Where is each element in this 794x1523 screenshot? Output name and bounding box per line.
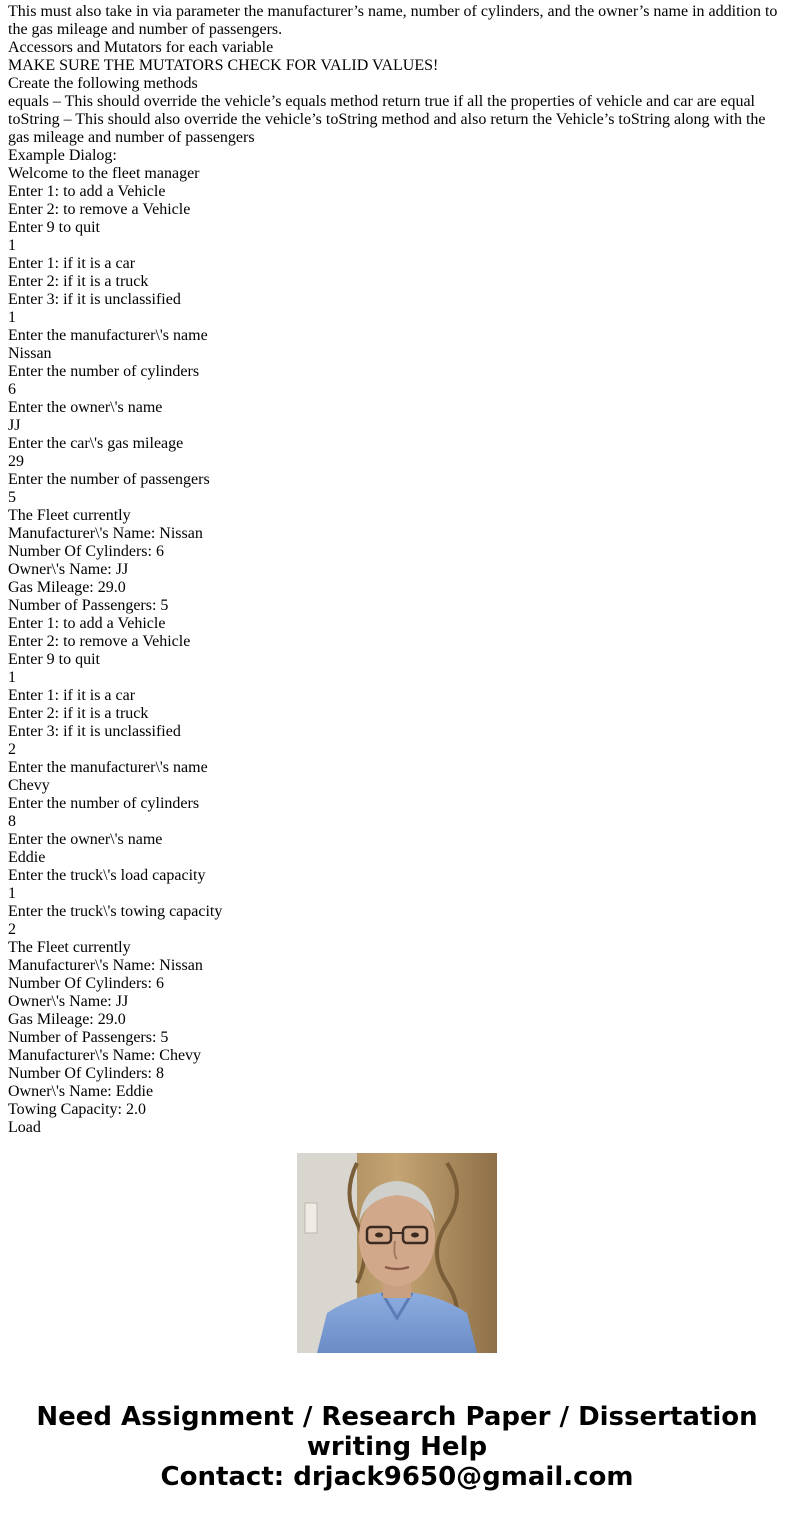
dialog-line: Enter 2: if it is a truck xyxy=(8,273,149,290)
dialog-line: Enter 1: if it is a car xyxy=(8,687,136,704)
dialog-line: Manufacturer\'s Name: Nissan xyxy=(8,525,203,542)
dialog-line: Towing Capacity: 2.0 xyxy=(8,1101,146,1118)
dialog-line: The Fleet currently xyxy=(8,939,131,956)
author-avatar xyxy=(297,1153,497,1353)
dialog-line: Enter the truck\'s load capacity xyxy=(8,867,206,884)
banner-line-3: Contact: drjack9650@gmail.com xyxy=(160,1462,634,1492)
dialog-line: Number of Passengers: 5 xyxy=(8,597,169,614)
dialog-line: 1 xyxy=(8,309,16,326)
dialog-line: Enter the manufacturer\'s name xyxy=(8,759,208,776)
dialog-line: 29 xyxy=(8,453,24,470)
dialog-line: Enter the number of cylinders xyxy=(8,795,200,812)
dialog-line: Enter 1: to add a Vehicle xyxy=(8,615,166,632)
dialog-line: Manufacturer\'s Name: Nissan xyxy=(8,957,203,974)
dialog-line: Enter 2: to remove a Vehicle xyxy=(8,201,191,218)
intro-paragraph: Create the following methods xyxy=(8,75,198,92)
banner-line-2: writing Help xyxy=(306,1432,488,1462)
dialog-line: Gas Mileage: 29.0 xyxy=(8,579,126,596)
dialog-line: 5 xyxy=(8,489,16,506)
dialog-line: Number Of Cylinders: 6 xyxy=(8,975,164,992)
dialog-line: Enter 2: if it is a truck xyxy=(8,705,149,722)
dialog-line: Enter the truck\'s towing capacity xyxy=(8,903,223,920)
dialog-line: Enter the owner\'s name xyxy=(8,831,163,848)
dialog-line: Number of Passengers: 5 xyxy=(8,1029,169,1046)
dialog-line: Enter the car\'s gas mileage xyxy=(8,435,184,452)
dialog-line: Manufacturer\'s Name: Chevy xyxy=(8,1047,202,1064)
example-dialog xyxy=(8,147,786,1137)
intro-paragraph: equals – This should override the vehicle’s equals method return true if all the properties of vehicle and car are equal xyxy=(8,93,755,110)
dialog-line: JJ xyxy=(8,417,21,434)
dialog-line: Example Dialog: xyxy=(8,147,117,164)
dialog-line: Owner\'s Name: JJ xyxy=(8,993,129,1010)
dialog-line: Enter the number of cylinders xyxy=(8,363,200,380)
contact-banner xyxy=(0,1402,794,1492)
dialog-line: Enter the manufacturer\'s name xyxy=(8,327,208,344)
dialog-line: 2 xyxy=(8,921,16,938)
dialog-line: 1 xyxy=(8,669,16,686)
dialog-line: Enter the number of passengers xyxy=(8,471,210,488)
dialog-line: Enter 1: if it is a car xyxy=(8,255,136,272)
dialog-line: Eddie xyxy=(8,849,46,866)
dialog-line: 1 xyxy=(8,237,16,254)
banner-line-1: Need Assignment / Research Paper / Dissertation xyxy=(36,1402,758,1432)
dialog-line: 6 xyxy=(8,381,16,398)
dialog-line: Enter 9 to quit xyxy=(8,219,100,236)
intro-paragraph: Accessors and Mutators for each variable xyxy=(8,39,274,56)
dialog-line: Enter 9 to quit xyxy=(8,651,100,668)
dialog-line: Number Of Cylinders: 6 xyxy=(8,543,164,560)
intro-paragraph: This must also take in via parameter the manufacturer’s name, number of cylinders, and the owner’s name in addition to the gas mileage and number of passengers. xyxy=(8,3,778,38)
dialog-line: Number Of Cylinders: 8 xyxy=(8,1065,164,1082)
dialog-line: Owner\'s Name: JJ xyxy=(8,561,129,578)
dialog-line: Gas Mileage: 29.0 xyxy=(8,1011,126,1028)
dialog-line: Enter the owner\'s name xyxy=(8,399,163,416)
document-text xyxy=(8,3,786,1136)
dialog-line: The Fleet currently xyxy=(8,507,131,524)
dialog-line: Owner\'s Name: Eddie xyxy=(8,1083,154,1100)
dialog-line: Load xyxy=(8,1119,41,1136)
dialog-line: 8 xyxy=(8,813,16,830)
intro-paragraph: toString – This should also override the vehicle’s toString method and also return the Vehicle’s toString along with the gas mileage and number of passengers xyxy=(8,111,766,146)
dialog-line: Enter 1: to add a Vehicle xyxy=(8,183,166,200)
dialog-line: Enter 2: to remove a Vehicle xyxy=(8,633,191,650)
dialog-line: Chevy xyxy=(8,777,50,794)
dialog-line: 1 xyxy=(8,885,16,902)
intro-block xyxy=(8,3,786,147)
dialog-line: Welcome to the fleet manager xyxy=(8,165,200,182)
dialog-line: Enter 3: if it is unclassified xyxy=(8,723,181,740)
dialog-line: Nissan xyxy=(8,345,52,362)
dialog-line: 2 xyxy=(8,741,16,758)
intro-paragraph: MAKE SURE THE MUTATORS CHECK FOR VALID VALUES! xyxy=(8,57,439,74)
dialog-line: Enter 3: if it is unclassified xyxy=(8,291,181,308)
